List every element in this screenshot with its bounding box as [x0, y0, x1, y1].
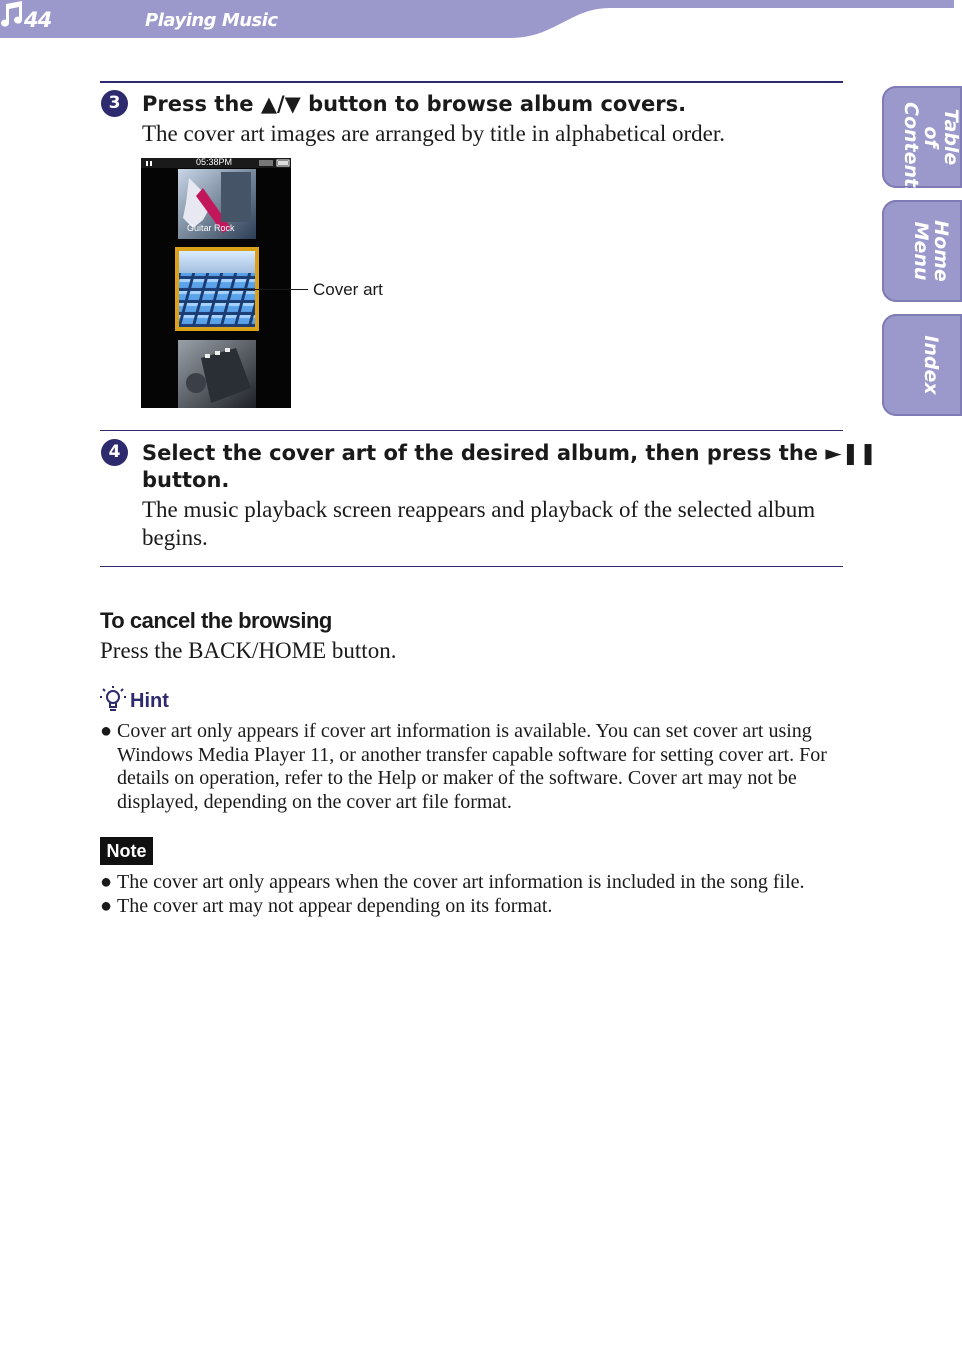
note-item-text: The cover art may not appear depending on its format. [117, 895, 553, 917]
cancel-title: To cancel the browsing [100, 608, 332, 633]
tab-home-menu[interactable] [882, 200, 962, 302]
bullet-dot: ● [100, 871, 113, 893]
tab-index[interactable] [882, 314, 962, 416]
screen-clock: 05:38PM [196, 157, 233, 167]
hint-item-text: Cover art only appears if cover art information is available. You can set cover art using Windows Media Player 11, or another transfer capable software for setting cover art. For details on operation, refer to the Help or maker of the software. Cover art may not be displayed, depending on the cover art file format. [117, 720, 827, 813]
tab-label: Table of Contents [900, 102, 962, 199]
header-band [0, 0, 954, 40]
section-divider [100, 430, 843, 431]
cover-art-callout: Cover art [313, 280, 383, 299]
note-item [100, 871, 845, 895]
note-badge: Note [100, 837, 153, 865]
step-number-3: 3 [101, 90, 128, 117]
device-screen [141, 158, 291, 408]
tab-label: Home Menu [910, 220, 952, 282]
page-header [0, 0, 954, 40]
tab-table-of-contents[interactable] [882, 86, 962, 199]
note-item [100, 895, 845, 919]
section-title: Playing Music [145, 10, 278, 31]
music-note-icon [0, 0, 26, 28]
step4-body: The music playback screen reappears and playback of the selected album begins. [142, 497, 816, 550]
step3-heading: Press the ▲/▼ button to browse album covers. [142, 92, 687, 116]
album-title-label: Guitar Rock [187, 223, 235, 233]
bullet-dot: ● [100, 895, 113, 917]
hint-title: Hint [130, 690, 169, 712]
section-divider [100, 81, 843, 83]
step-number-4: 4 [101, 439, 128, 466]
callout-line [220, 289, 308, 290]
note-item-text: The cover art only appears when the cover art information is included in the song file. [117, 871, 805, 893]
step4-heading-line1: Select the cover art of the desired album, then press the ►❚❚ [142, 441, 877, 465]
cancel-body: Press the BACK/HOME button. [100, 638, 397, 663]
lightbulb-icon [99, 685, 127, 713]
tab-label: Index [920, 335, 942, 395]
bullet-dot: ● [100, 720, 113, 742]
cover-art-browser-illustration [141, 158, 291, 408]
section-divider [100, 566, 843, 567]
step4-heading-line2: button. [142, 468, 230, 492]
hint-item [100, 720, 845, 814]
page-number: 44 [24, 8, 52, 32]
step3-body: The cover art images are arranged by title in alphabetical order. [142, 121, 726, 146]
